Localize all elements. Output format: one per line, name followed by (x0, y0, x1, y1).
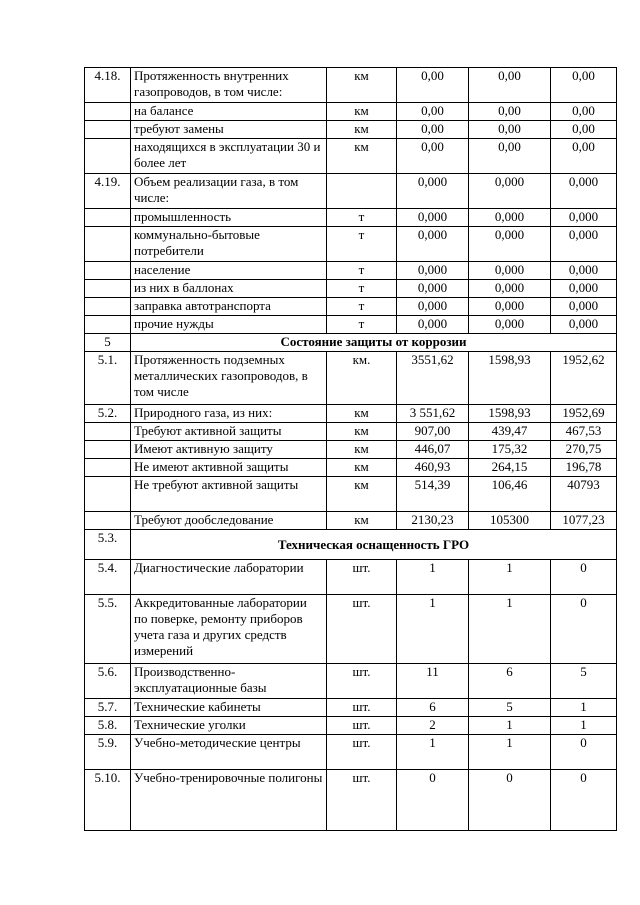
table-row (85, 174, 617, 209)
indicator-name: заправка автотранспорта (131, 298, 327, 316)
value-total: 2 (397, 717, 469, 735)
indicator-name: Имеют активную защиту (131, 441, 327, 459)
indicator-name: Аккредитованные лаборатории по поверке, ремонту приборов учета газа и других средств измерений (131, 595, 327, 664)
value-col2: 1 (469, 717, 551, 735)
row-number (85, 262, 131, 280)
indicator-name: прочие нужды (131, 316, 327, 334)
unit-cell: км. (327, 352, 397, 405)
row-number: 5.10. (85, 770, 131, 831)
row-number: 5.5. (85, 595, 131, 664)
row-number: 5.8. (85, 717, 131, 735)
value-col3: 0,00 (551, 103, 617, 121)
value-col2: 106,46 (469, 477, 551, 512)
indicator-name: Протяженность внутренних газопроводов, в том числе: (131, 68, 327, 103)
value-col3: 467,53 (551, 423, 617, 441)
indicator-name: Протяженность подземных металлических газопроводов, в том числе (131, 352, 327, 405)
value-col3: 0,00 (551, 121, 617, 139)
value-total: 0,00 (397, 121, 469, 139)
indicator-name: Производственно-эксплуатационные базы (131, 664, 327, 699)
indicator-name: промышленность (131, 209, 327, 227)
section-row (85, 334, 617, 352)
value-total: 0,000 (397, 298, 469, 316)
value-total: 0,00 (397, 139, 469, 174)
value-col3: 40793 (551, 477, 617, 512)
value-col3: 0 (551, 560, 617, 595)
row-number: 5 (85, 334, 131, 352)
value-col3: 0,000 (551, 298, 617, 316)
value-col3: 5 (551, 664, 617, 699)
unit-cell (327, 174, 397, 209)
row-number (85, 298, 131, 316)
value-col3: 0,000 (551, 174, 617, 209)
unit-cell: шт. (327, 560, 397, 595)
table-row (85, 121, 617, 139)
value-col3: 1 (551, 717, 617, 735)
unit-cell: т (327, 209, 397, 227)
indicator-name: коммунально-бытовые потребители (131, 227, 327, 262)
unit-cell: шт. (327, 595, 397, 664)
indicator-name: Требуют активной защиты (131, 423, 327, 441)
unit-cell: км (327, 139, 397, 174)
table-row (85, 298, 617, 316)
table-row (85, 735, 617, 770)
value-col3: 0,000 (551, 280, 617, 298)
unit-cell: шт. (327, 735, 397, 770)
table-row (85, 423, 617, 441)
table-row (85, 103, 617, 121)
unit-cell: т (327, 316, 397, 334)
value-col2: 105300 (469, 512, 551, 530)
value-col3: 1952,69 (551, 405, 617, 423)
value-total: 1 (397, 735, 469, 770)
row-number: 5.1. (85, 352, 131, 405)
table-row (85, 560, 617, 595)
indicator-name: Не требуют активной защиты (131, 477, 327, 512)
indicator-name: Не имеют активной защиты (131, 459, 327, 477)
indicator-name: Природного газа, из них: (131, 405, 327, 423)
value-col2: 0,000 (469, 280, 551, 298)
value-col2: 0 (469, 770, 551, 831)
row-number: 5.3. (85, 530, 131, 560)
unit-cell: шт. (327, 699, 397, 717)
indicator-name: на балансе (131, 103, 327, 121)
table-row (85, 770, 617, 831)
value-total: 0,00 (397, 103, 469, 121)
indicator-name: Требуют дообследование (131, 512, 327, 530)
value-col2: 0,00 (469, 121, 551, 139)
value-total: 0,000 (397, 316, 469, 334)
value-total: 446,07 (397, 441, 469, 459)
value-total: 1 (397, 560, 469, 595)
indicator-name: Диагностические лаборатории (131, 560, 327, 595)
value-col3: 0,000 (551, 262, 617, 280)
section-row (85, 530, 617, 560)
unit-cell: т (327, 298, 397, 316)
value-col3: 270,75 (551, 441, 617, 459)
value-col2: 0,000 (469, 209, 551, 227)
value-col2: 1 (469, 595, 551, 664)
table-row (85, 664, 617, 699)
unit-cell: шт. (327, 770, 397, 831)
value-total: 0 (397, 770, 469, 831)
table-row (85, 316, 617, 334)
value-col3: 0 (551, 595, 617, 664)
table-row (85, 405, 617, 423)
indicator-name: Технические кабинеты (131, 699, 327, 717)
row-number (85, 316, 131, 334)
row-number (85, 121, 131, 139)
value-total: 0,000 (397, 262, 469, 280)
value-col2: 0,000 (469, 262, 551, 280)
value-col3: 0,000 (551, 316, 617, 334)
row-number: 5.9. (85, 735, 131, 770)
table-row (85, 68, 617, 103)
value-total: 460,93 (397, 459, 469, 477)
value-col2: 0,000 (469, 316, 551, 334)
unit-cell: шт. (327, 664, 397, 699)
indicator-name: Учебно-тренировочные полигоны (131, 770, 327, 831)
section-title: Состояние защиты от коррозии (131, 334, 617, 352)
row-number (85, 103, 131, 121)
row-number (85, 227, 131, 262)
table-row (85, 512, 617, 530)
value-col2: 264,15 (469, 459, 551, 477)
value-col3: 196,78 (551, 459, 617, 477)
value-col2: 439,47 (469, 423, 551, 441)
table-row (85, 352, 617, 405)
row-number: 4.18. (85, 68, 131, 103)
value-total: 514,39 (397, 477, 469, 512)
value-total: 2130,23 (397, 512, 469, 530)
value-total: 6 (397, 699, 469, 717)
value-col2: 175,32 (469, 441, 551, 459)
value-col3: 0,00 (551, 68, 617, 103)
value-col2: 5 (469, 699, 551, 717)
value-total: 3551,62 (397, 352, 469, 405)
value-total: 0,000 (397, 209, 469, 227)
value-total: 0,000 (397, 280, 469, 298)
unit-cell: км (327, 512, 397, 530)
table-row (85, 477, 617, 512)
unit-cell: т (327, 262, 397, 280)
value-col2: 0,000 (469, 298, 551, 316)
report-table (84, 67, 617, 831)
table-row (85, 262, 617, 280)
value-col2: 0,00 (469, 68, 551, 103)
table-row (85, 139, 617, 174)
table-row (85, 717, 617, 735)
value-col3: 0 (551, 735, 617, 770)
value-col3: 1952,62 (551, 352, 617, 405)
indicator-name: Учебно-методические центры (131, 735, 327, 770)
row-number (85, 512, 131, 530)
table-row (85, 280, 617, 298)
table-row (85, 699, 617, 717)
value-total: 3 551,62 (397, 405, 469, 423)
row-number (85, 209, 131, 227)
row-number (85, 441, 131, 459)
value-total: 1 (397, 595, 469, 664)
table-row (85, 595, 617, 664)
value-total: 0,00 (397, 68, 469, 103)
table-row (85, 459, 617, 477)
unit-cell: км (327, 103, 397, 121)
unit-cell: т (327, 227, 397, 262)
row-number: 5.6. (85, 664, 131, 699)
table-row (85, 227, 617, 262)
unit-cell: км (327, 68, 397, 103)
unit-cell: шт. (327, 717, 397, 735)
table-row (85, 209, 617, 227)
indicator-name: из них в баллонах (131, 280, 327, 298)
value-col2: 0,000 (469, 227, 551, 262)
report-table-body (85, 68, 617, 831)
unit-cell: км (327, 121, 397, 139)
row-number (85, 139, 131, 174)
indicator-name: Объем реализации газа, в том числе: (131, 174, 327, 209)
row-number: 5.4. (85, 560, 131, 595)
value-col2: 0,000 (469, 174, 551, 209)
value-col3: 0,000 (551, 209, 617, 227)
value-col3: 0,00 (551, 139, 617, 174)
unit-cell: т (327, 280, 397, 298)
row-number (85, 477, 131, 512)
indicator-name: Технические уголки (131, 717, 327, 735)
value-col2: 6 (469, 664, 551, 699)
unit-cell: км (327, 441, 397, 459)
row-number (85, 280, 131, 298)
value-col3: 0 (551, 770, 617, 831)
unit-cell: км (327, 459, 397, 477)
row-number: 4.19. (85, 174, 131, 209)
row-number (85, 423, 131, 441)
value-col2: 1 (469, 735, 551, 770)
indicator-name: требуют замены (131, 121, 327, 139)
table-row (85, 441, 617, 459)
indicator-name: население (131, 262, 327, 280)
indicator-name: находящихся в эксплуатации 30 и более лет (131, 139, 327, 174)
unit-cell: км (327, 405, 397, 423)
unit-cell: км (327, 423, 397, 441)
value-total: 0,000 (397, 227, 469, 262)
section-title: Техническая оснащенность ГРО (131, 530, 617, 560)
row-number: 5.2. (85, 405, 131, 423)
value-col3: 1 (551, 699, 617, 717)
value-col3: 1077,23 (551, 512, 617, 530)
value-col2: 1598,93 (469, 405, 551, 423)
value-total: 11 (397, 664, 469, 699)
row-number: 5.7. (85, 699, 131, 717)
value-col3: 0,000 (551, 227, 617, 262)
value-total: 907,00 (397, 423, 469, 441)
value-col2: 0,00 (469, 139, 551, 174)
value-col2: 0,00 (469, 103, 551, 121)
row-number (85, 459, 131, 477)
value-col2: 1598,93 (469, 352, 551, 405)
value-total: 0,000 (397, 174, 469, 209)
unit-cell: км (327, 477, 397, 512)
value-col2: 1 (469, 560, 551, 595)
